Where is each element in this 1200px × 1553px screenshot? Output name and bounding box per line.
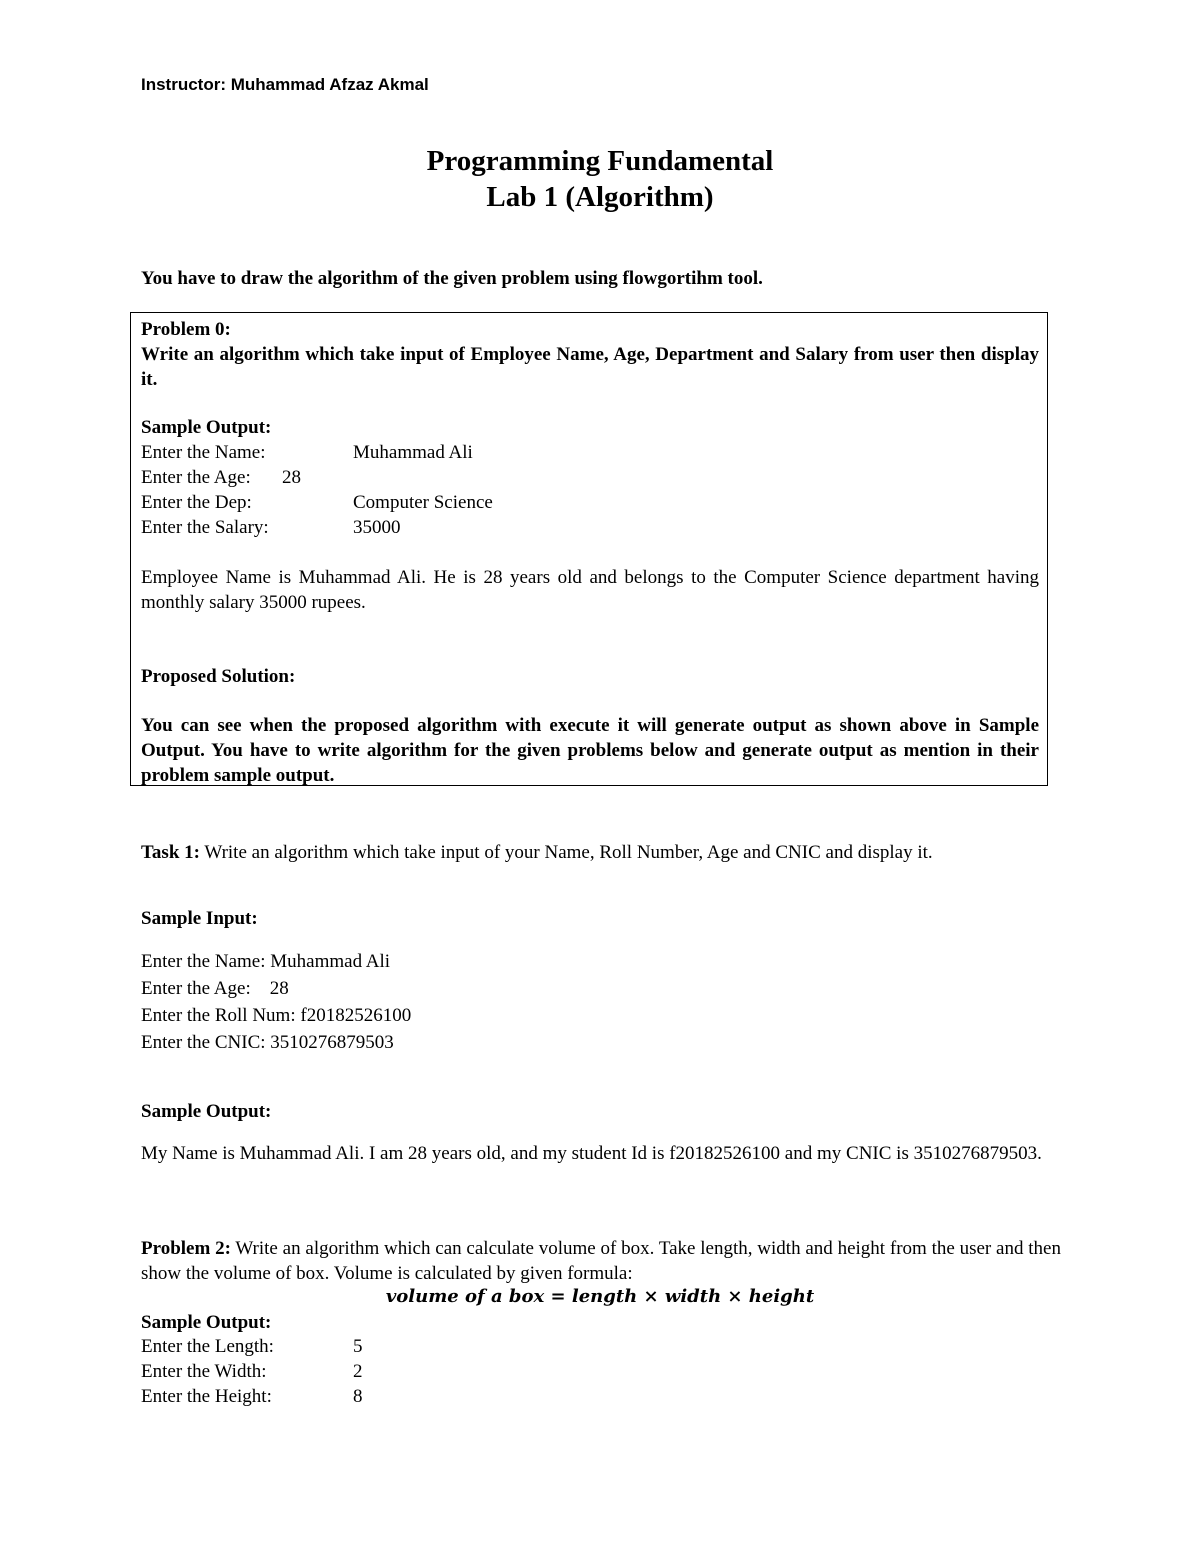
task-1-text: Write an algorithm which take input of your Name, Roll Number, Age and CNIC and display it. xyxy=(204,842,933,863)
sample-label-name: Enter the Name: xyxy=(141,442,266,463)
task-1-input-line: Enter the Roll Num: f20182526100 xyxy=(141,1005,412,1026)
document-title: Programming Fundamental xyxy=(426,145,774,177)
task-1-sample-output-heading: Sample Output: xyxy=(141,1101,272,1122)
problem-2-statement xyxy=(141,1236,1061,1286)
sample-value-dep: Computer Science xyxy=(353,492,493,513)
task-1-input-line: Enter the Name: Muhammad Ali xyxy=(141,951,391,972)
task-1-label: Task 1: xyxy=(141,842,200,863)
p2-label-length: Enter the Length: xyxy=(141,1336,274,1357)
document-subtitle: Lab 1 (Algorithm) xyxy=(486,181,714,213)
problem-2-label: Problem 2: xyxy=(141,1238,231,1259)
proposed-solution-text: You can see when the proposed algorithm with execute it will generate output as shown above in Sample Output. You have to write algorithm for the given problems below and generate output as mention in their problem sample output. xyxy=(141,715,1039,786)
p2-value-height: 8 xyxy=(353,1386,363,1407)
sample-label-salary: Enter the Salary: xyxy=(141,517,269,538)
problem-0-statement: Write an algorithm which take input of Employee Name, Age, Department and Salary from user then display it. xyxy=(141,344,1039,390)
task-1-output: My Name is Muhammad Ali. I am 28 years old, and my student Id is f20182526100 and my CNIC is 3510276879503. xyxy=(141,1143,1042,1164)
task-1-input-line: Enter the CNIC: 3510276879503 xyxy=(141,1032,394,1053)
sample-value-name: Muhammad Ali xyxy=(353,442,473,463)
p2-label-width: Enter the Width: xyxy=(141,1361,267,1382)
problem-2-sample-output-heading: Sample Output: xyxy=(141,1312,272,1333)
volume-formula: volume of a box = length × width × height xyxy=(385,1286,815,1307)
sample-value-age: 28 xyxy=(282,467,301,488)
task-1-input-line: Enter the Age: 28 xyxy=(141,978,289,999)
sample-label-age: Enter the Age: xyxy=(141,467,251,488)
problem-2-text: Write an algorithm which can calculate volume of box. Take length, width and height from the user and then show the volume of box. Volume is calculated by given formula: xyxy=(141,1238,1061,1284)
problem-0-sample-output-heading: Sample Output: xyxy=(141,417,272,438)
proposed-solution-heading: Proposed Solution: xyxy=(141,666,296,687)
p2-label-height: Enter the Height: xyxy=(141,1386,272,1407)
sample-value-salary: 35000 xyxy=(353,517,401,538)
intro-instruction: You have to draw the algorithm of the given problem using flowgortihm tool. xyxy=(141,268,763,289)
problem-0-result: Employee Name is Muhammad Ali. He is 28 years old and belongs to the Computer Science department having monthly salary 35000 rupees. xyxy=(141,567,1039,613)
instructor-header: Instructor: Muhammad Afzaz Akmal xyxy=(141,75,429,94)
p2-value-width: 2 xyxy=(353,1361,363,1382)
p2-value-length: 5 xyxy=(353,1336,363,1357)
task-1-statement xyxy=(141,840,1061,865)
sample-label-dep: Enter the Dep: xyxy=(141,492,252,513)
problem-0-heading: Problem 0: xyxy=(141,319,231,340)
task-1-sample-input-heading: Sample Input: xyxy=(141,908,258,929)
